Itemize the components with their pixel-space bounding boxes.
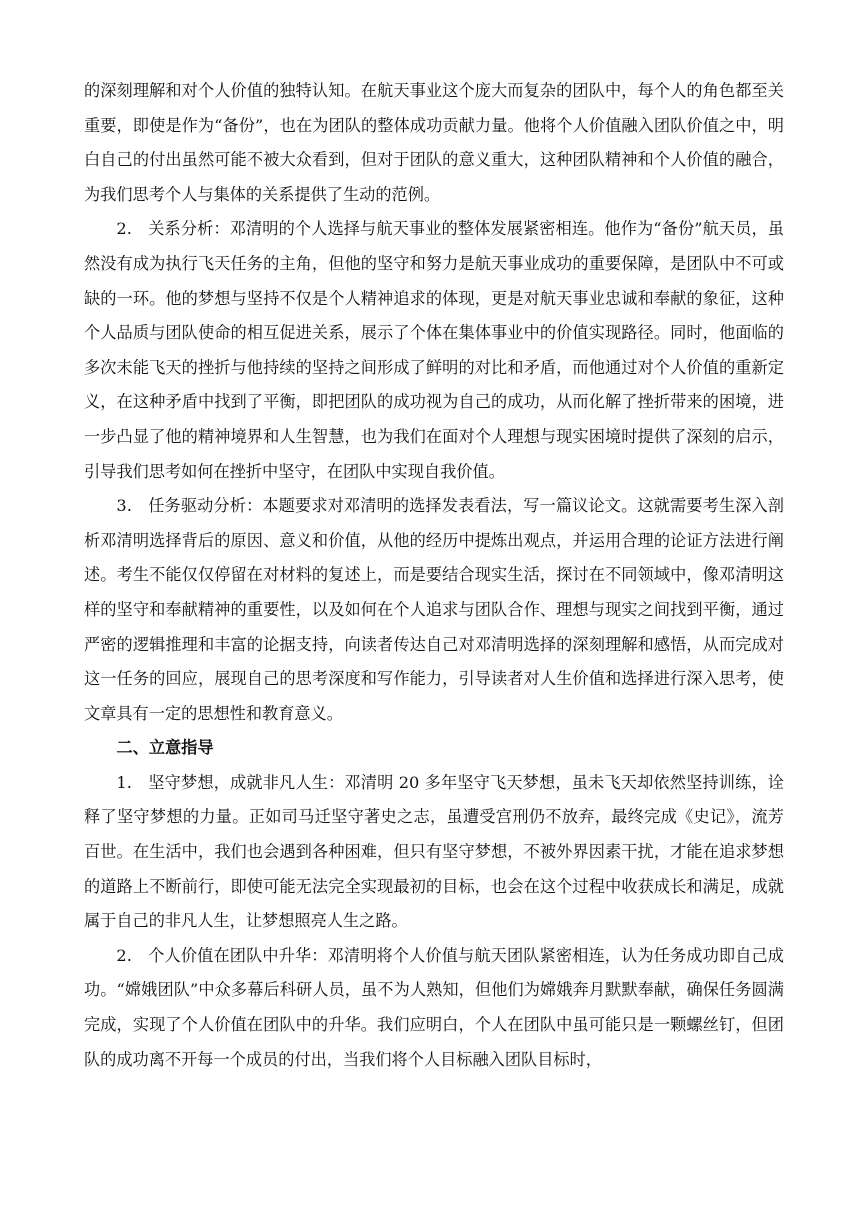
continuation-paragraph: 的深刻理解和对个人价值的独特认知。在航天事业这个庞大而复杂的团队中，每个人的角色都至关重要，即使是作为“备份”，也在为团队的整体成功贡献力量。他将个人价值融入团队价值之中，明白自己的付出虽然可能不被大众看到，但对于团队的意义重大，这种团队精神和个人价值的融合，为我们思考个人与集体的关系提供了生动的范例。 <box>84 81 784 204</box>
document-page <box>84 74 784 1077</box>
section-heading: 二、立意指导 <box>116 738 214 758</box>
analysis-item-task-driven: 3. 任务驱动分析：本题要求对邓清明的选择发表看法，写一篇议论文。这就需要考生深入剖析邓清明选择背后的原因、意义和价值，从他的经历中提炼出观点，并运用合理的论证方法进行阐述。考生不能仅仅停留在对材料的复述上，而是要结合现实生活，探讨在不同领域中，像邓清明这样的坚守和奉献精神的重要性，以及如何在个人追求与团队合作、理想与现实之间找到平衡，通过严密的逻辑推理和丰富的论据支持，向读者传达自己对邓清明选择的深刻理解和感悟，从而完成对这一任务的回应，展现自己的思考深度和写作能力，引导读者对人生价值和选择进行深入思考，使文章具有一定的思想性和教育意义。 <box>84 496 784 723</box>
analysis-item-relationship: 2. 关系分析：邓清明的个人选择与航天事业的整体发展紧密相连。他作为“备份”航天员，虽然没有成为执行飞天任务的主角，但他的坚守和努力是航天事业成功的重要保障，是团队中不可或缺的一环。他的梦想与坚持不仅是个人精神追求的体现，更是对航天事业忠诚和奉献的象征，这种个人品质与团队使命的相互促进关系，展示了个体在集体事业中的价值实现路径。同时，他面临的多次未能飞天的挫折与他持续的坚持之间形成了鲜明的对比和矛盾，而他通过对个人价值的重新定义，在这种矛盾中找到了平衡，即把团队的成功视为自己的成功，从而化解了挫折带来的困境，进一步凸显了他的精神境界和人生智慧，也为我们在面对个人理想与现实困境时提供了深刻的启示，引导我们思考如何在挫折中坚守，在团队中实现自我价值。 <box>84 219 784 481</box>
guidance-item-2: 2. 个人价值在团队中升华：邓清明将个人价值与航天团队紧密相连，认为任务成功即自己成功。“嫦娥团队”中众多幕后科研人员，虽不为人熟知，但他们为嫦娥奔月默默奉献，确保任务圆满完成，实现了个人价值在团队中的升华。我们应明白，个人在团队中虽可能只是一颗螺丝钉，但团队的成功离不开每一个成员的付出，当我们将个人目标融入团队目标时， <box>84 945 784 1069</box>
guidance-item-1: 1. 坚守梦想，成就非凡人生：邓清明 20 多年坚守飞天梦想，虽未飞天却依然坚持训练，诠释了坚守梦想的力量。正如司马迁坚守著史之志，虽遭受宫刑仍不放弃，最终完成《史记》，流芳百世。在生活中，我们也会遇到各种困难，但只有坚守梦想，不被外界因素干扰，才能在追求梦想的道路上不断前行，即使可能无法完全实现最初的目标，也会在这个过程中收获成长和满足，成就属于自己的非凡人生，让梦想照亮人生之路。 <box>84 772 784 931</box>
